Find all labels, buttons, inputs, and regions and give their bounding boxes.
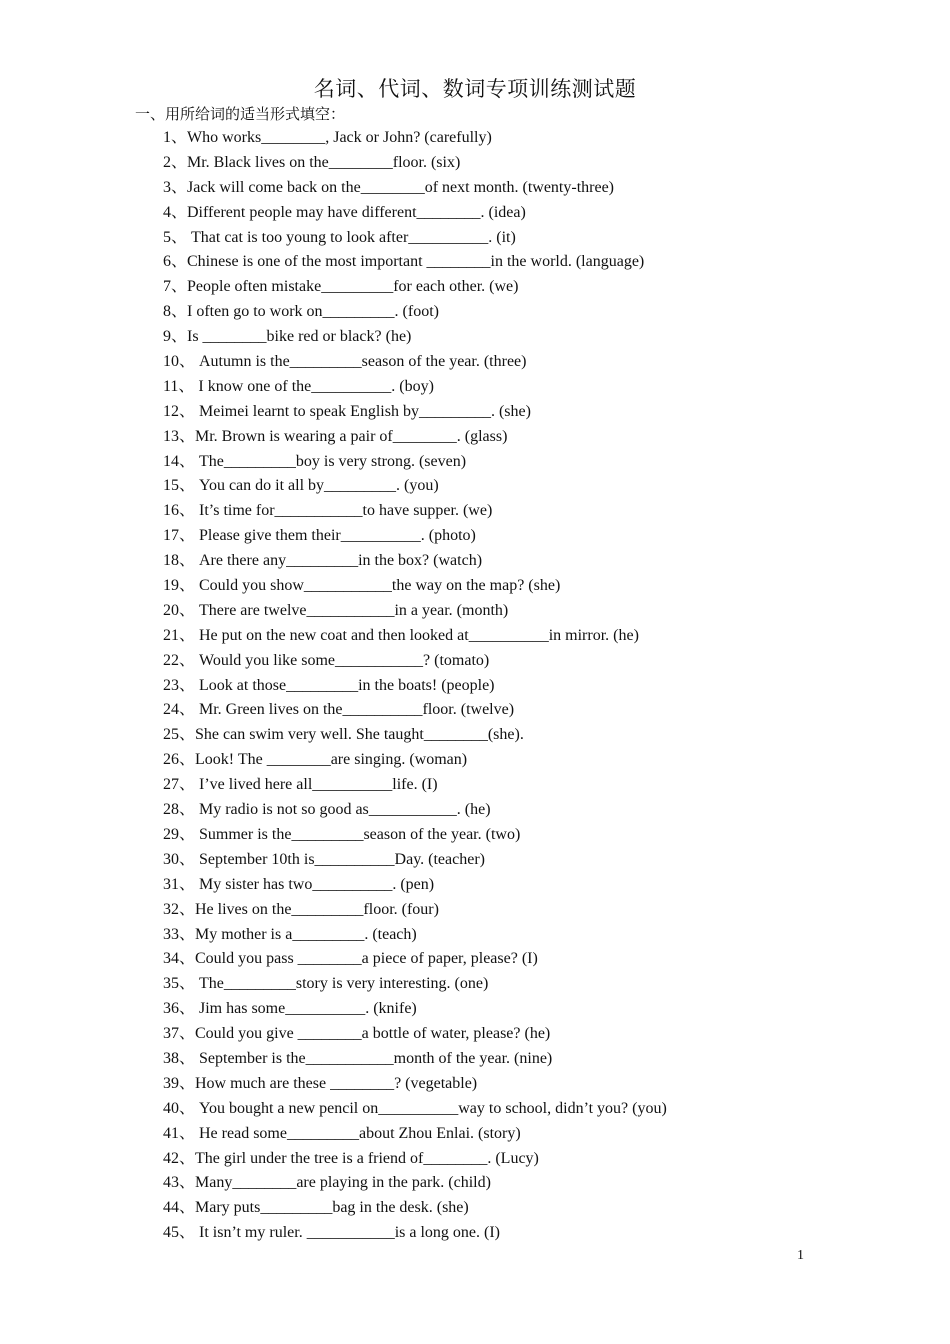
exercise-list <box>163 126 667 1246</box>
exercise-item: 31、 My sister has two__________. (pen) <box>163 875 435 893</box>
exercise-item: 13、Mr. Brown is wearing a pair of________. (glass) <box>163 427 508 445</box>
exercise-item: 35、 The_________story is very interesting. (one) <box>163 975 489 993</box>
exercise-item: 17、 Please give them their__________. (photo) <box>163 527 476 545</box>
page-number: 1 <box>797 1248 804 1263</box>
exercise-item: 18、 Are there any_________in the box? (watch) <box>163 552 483 570</box>
exercise-item: 43、Many________are playing in the park. (child) <box>163 1174 491 1192</box>
exercise-item: 39、How much are these ________? (vegetable) <box>163 1074 478 1092</box>
exercise-item: 23、 Look at those_________in the boats! (people) <box>163 676 495 694</box>
exercise-item: 28、 My radio is not so good as___________. (he) <box>163 801 491 819</box>
exercise-item: 20、 There are twelve___________in a year. (month) <box>163 601 509 619</box>
exercise-item: 42、The girl under the tree is a friend of________. (Lucy) <box>163 1149 539 1167</box>
exercise-item: 40、 You bought a new pencil on__________way to school, didn’t you? (you) <box>163 1099 667 1117</box>
exercise-item: 34、Could you pass ________a piece of paper, please? (I) <box>163 950 538 968</box>
exercise-item: 38、 September is the___________month of the year. (nine) <box>163 1049 553 1067</box>
page-title: 名词、代词、数词专项训练测试题 <box>313 77 637 101</box>
exercise-item: 29、 Summer is the_________season of the year. (two) <box>163 825 521 843</box>
exercise-item: 3、Jack will come back on the________of next month. (twenty-three) <box>163 178 614 196</box>
exercise-item: 6、Chinese is one of the most important ________in the world. (language) <box>163 253 645 271</box>
exercise-item: 2、Mr. Black lives on the________floor. (six) <box>163 153 461 171</box>
exercise-item: 16、 It’s time for___________to have supper. (we) <box>163 502 493 520</box>
exercise-item: 15、 You can do it all by_________. (you) <box>163 477 439 495</box>
exercise-item: 45、 It isn’t my ruler. ___________is a long one. (I) <box>163 1224 501 1242</box>
exercise-item: 26、Look! The ________are singing. (woman) <box>163 751 468 769</box>
exercise-item: 41、 He read some_________about Zhou Enlai. (story) <box>163 1124 521 1142</box>
section-heading: 一、用所给词的适当形式填空： <box>135 105 346 123</box>
exercise-item: 1、Who works________, Jack or John? (carefully) <box>163 129 492 146</box>
exercise-item: 44、Mary puts_________bag in the desk. (she) <box>163 1199 469 1217</box>
exercise-item: 25、She can swim very well. She taught________(she). <box>163 726 524 744</box>
exercise-item: 14、 The_________boy is very strong. (seven) <box>163 452 467 470</box>
exercise-item: 7、People often mistake_________for each other. (we) <box>163 278 519 296</box>
exercise-item: 11、 I know one of the__________. (boy) <box>163 377 434 395</box>
exercise-item: 36、 Jim has some__________. (knife) <box>163 1000 417 1018</box>
exercise-item: 21、 He put on the new coat and then looked at__________in mirror. (he) <box>163 626 639 644</box>
exercise-item: 24、 Mr. Green lives on the__________floor. (twelve) <box>163 701 515 719</box>
exercise-item: 30、 September 10th is__________Day. (teacher) <box>163 850 485 868</box>
exercise-item: 5、 That cat is too young to look after__________. (it) <box>163 228 516 246</box>
exercise-item: 4、Different people may have different________. (idea) <box>163 203 526 221</box>
exercise-item: 8、I often go to work on_________. (foot) <box>163 303 439 321</box>
exercise-item: 32、He lives on the_________floor. (four) <box>163 900 439 918</box>
exercise-item: 37、Could you give ________a bottle of water, please? (he) <box>163 1025 551 1043</box>
exercise-item: 22、 Would you like some___________? (tomato) <box>163 651 490 669</box>
exercise-item: 12、 Meimei learnt to speak English by_________. (she) <box>163 402 531 420</box>
exercise-item: 10、 Autumn is the_________season of the year. (three) <box>163 353 527 371</box>
exercise-item: 9、Is ________bike red or black? (he) <box>163 328 412 346</box>
exercise-item: 27、 I’ve lived here all__________life. (I) <box>163 776 438 794</box>
exercise-item: 33、My mother is a_________. (teach) <box>163 925 417 943</box>
exercise-item: 19、 Could you show___________the way on the map? (she) <box>163 577 561 595</box>
